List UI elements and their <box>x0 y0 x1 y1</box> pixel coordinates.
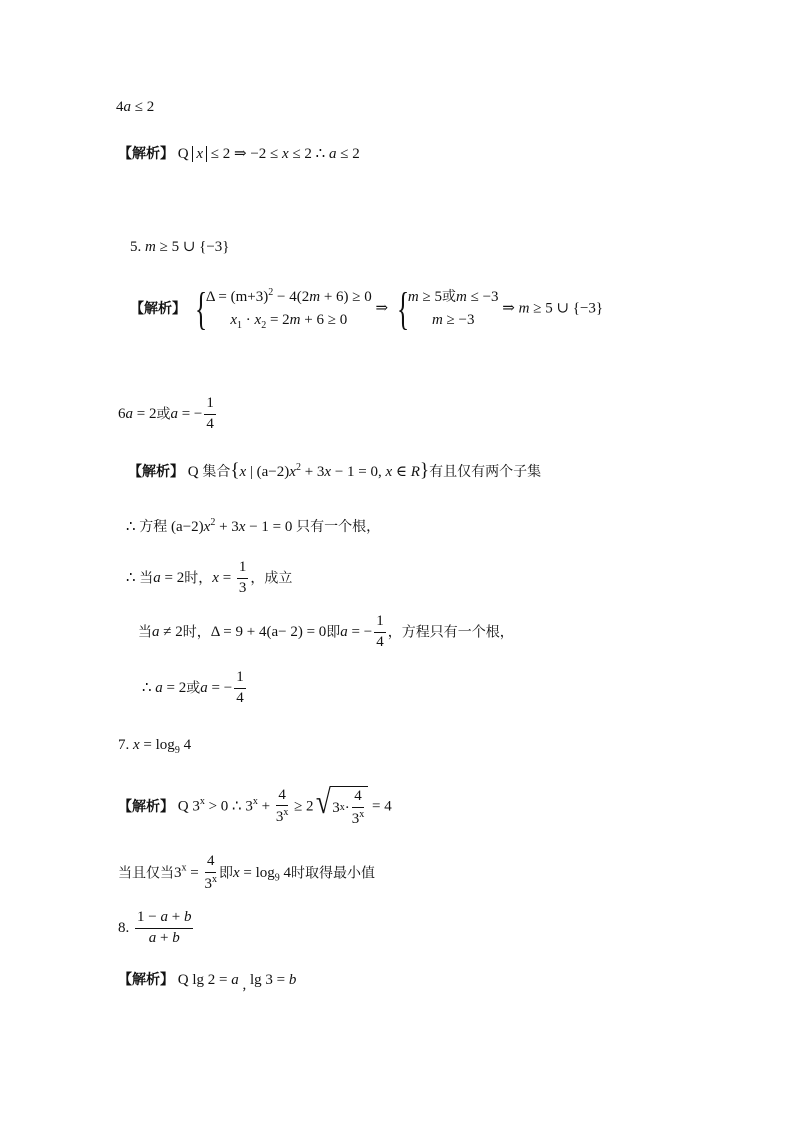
sup: 2 <box>268 286 274 298</box>
text: = 2 <box>162 679 187 696</box>
item5-answer-m: m <box>145 239 156 255</box>
item4-a: a <box>328 146 337 162</box>
var-x: x <box>212 569 219 586</box>
var-x: x <box>230 311 238 328</box>
radical-icon: √ <box>315 784 331 821</box>
var-a: a <box>231 972 239 988</box>
item4-q: Q <box>174 146 193 162</box>
brace-close: } <box>419 460 430 481</box>
item5-solution <box>130 283 604 334</box>
item5-sys1-row1 <box>206 288 372 305</box>
item4-x: x <box>282 146 289 162</box>
item8-solution <box>118 973 296 993</box>
text-note: 当且仅当 <box>118 865 174 882</box>
text: lg 3 = <box>246 972 289 988</box>
denominator <box>352 808 365 828</box>
sup: 2 <box>210 517 216 528</box>
item4-end: ≤ 2 ∴ <box>288 146 329 162</box>
var-a: a <box>152 623 160 640</box>
text: + 3 <box>215 519 239 535</box>
solution-tag: 【解析】 <box>118 798 174 815</box>
item8-answer <box>118 910 195 947</box>
item4-answer-rel: ≤ 2 <box>131 99 155 115</box>
denominator: 4 <box>376 633 384 650</box>
item4-abs <box>192 146 207 162</box>
text: = − <box>177 405 203 422</box>
var-b: b <box>172 929 180 946</box>
var-a: a <box>200 679 208 696</box>
item5-sys2-row2 <box>408 313 499 328</box>
item5-sys2-row1 <box>408 290 499 305</box>
text-tail: 有且仅有两个子集 <box>429 464 542 480</box>
implies-symbol: ⇒ <box>375 300 392 317</box>
text: Q <box>184 464 203 480</box>
item7-note <box>118 854 375 893</box>
text: + <box>257 798 274 815</box>
text-when: 当 <box>139 570 154 587</box>
item6-solution-1 <box>128 461 541 480</box>
var-x: x <box>203 519 211 535</box>
text: = − <box>347 623 373 640</box>
item5-sys1-row2 <box>206 313 372 331</box>
sub: 2 <box>261 319 267 331</box>
item4-answer <box>116 100 154 115</box>
text: + 6) ≥ 0 <box>320 288 372 305</box>
text-ji: 即 <box>218 865 233 882</box>
item5-final-m: m <box>518 300 530 317</box>
item5-system-1 <box>190 283 372 334</box>
therefore-symbol: ∴ <box>126 569 140 586</box>
item4-mid: ≤ 2 ⇒ −2 ≤ <box>207 146 283 162</box>
item8-answer-num: 8. <box>118 919 133 936</box>
item6-answer-num: 6 <box>118 405 126 422</box>
text-tail: 只有一个根， <box>296 519 381 535</box>
item6-solution-2 <box>126 518 380 535</box>
var-a: a <box>153 569 161 586</box>
sub: 9 <box>174 745 180 756</box>
base: 3 <box>174 864 182 881</box>
numerator: 1 <box>237 560 249 579</box>
fraction <box>204 396 216 433</box>
numerator: 1 <box>374 614 386 633</box>
var-a: a <box>160 909 168 925</box>
base: 3 <box>332 799 340 816</box>
var-a: a <box>148 929 157 946</box>
text: Q lg 2 = <box>174 972 232 988</box>
var-R: R <box>410 464 420 480</box>
sup: x <box>252 796 258 808</box>
text: ≥ 2 <box>290 798 314 815</box>
text: = log <box>139 737 175 753</box>
fraction <box>352 789 365 828</box>
item6-solution-4 <box>138 614 514 651</box>
item4-end2: ≤ 2 <box>336 146 360 162</box>
sup: x <box>211 873 217 885</box>
left-brace-icon: { <box>396 283 409 334</box>
numerator: 4 <box>276 788 288 807</box>
numerator: 1 <box>204 396 216 415</box>
text: = − <box>207 679 233 696</box>
text: + 6 ≥ 0 <box>300 311 348 328</box>
denominator <box>276 806 289 826</box>
item6-solution-5 <box>142 670 248 707</box>
item6-answer <box>118 396 218 433</box>
item5-system-2 <box>392 283 499 334</box>
var-x: x <box>324 464 332 480</box>
sub: 1 <box>237 319 243 331</box>
text-comma: , <box>238 977 247 993</box>
text-time: 时， <box>182 624 211 641</box>
text: > 0 ∴ 3 <box>204 798 253 815</box>
item7-solution <box>118 786 392 828</box>
solution-tag: 【解析】 <box>118 146 174 162</box>
sup: 2 <box>295 462 301 473</box>
var-m: m <box>289 311 301 328</box>
numerator: 4 <box>205 854 217 873</box>
text: (a−2) <box>167 519 204 535</box>
text: Q 3 <box>174 798 200 815</box>
text-tail: ，方程只有一个根， <box>387 624 514 641</box>
var-x: x <box>289 464 296 480</box>
solution-tag: 【解析】 <box>130 301 186 317</box>
text: = <box>186 864 203 881</box>
var-x: x <box>238 519 246 535</box>
text-ji: 即 <box>326 624 341 641</box>
var-a: a <box>340 623 348 640</box>
radicand <box>330 786 368 828</box>
base: 3 <box>204 875 212 892</box>
text-tail: ，成立 <box>250 570 293 587</box>
text: 4 <box>179 737 192 753</box>
text: ≥ −3 <box>442 312 475 328</box>
text: − 1 = 0 <box>245 519 297 535</box>
text-time: 时， <box>184 570 213 587</box>
sup: x <box>339 802 345 814</box>
fraction <box>374 614 386 651</box>
text: ≤ −3 <box>466 289 499 305</box>
item5-answer-rest: ≥ 5 ∪ {−3} <box>155 239 230 255</box>
var-x: x <box>385 464 393 480</box>
item5-answer <box>130 240 230 255</box>
text-or: 或 <box>442 289 456 305</box>
text: = 2 <box>160 569 185 586</box>
item4-abs-x: x <box>196 146 204 162</box>
therefore-symbol: ∴ <box>126 519 140 535</box>
text: · <box>344 799 350 816</box>
sup: x <box>181 862 187 874</box>
base: 3 <box>351 810 360 827</box>
item7-answer-num: 7. <box>118 737 133 753</box>
sup: x <box>199 796 205 808</box>
var-m: m <box>456 289 467 305</box>
text: ≠ 2 <box>159 623 183 640</box>
text-delta: Δ = 9 + 4(a− 2) = 0 <box>210 623 327 640</box>
text: − 1 = 0, <box>331 464 386 480</box>
text: · <box>242 311 255 328</box>
text: + <box>167 909 184 925</box>
text: 4 <box>279 864 292 881</box>
text-equation: 方程 <box>139 519 168 535</box>
text-set: 集合 <box>202 464 231 480</box>
text: = 4 <box>368 798 392 815</box>
fraction <box>204 854 217 893</box>
fraction <box>276 788 289 827</box>
item6-solution-3 <box>126 560 292 597</box>
numerator: 1 <box>234 670 246 689</box>
text: = 2 <box>266 311 290 328</box>
var-m: m <box>431 312 443 328</box>
var-a: a <box>125 405 133 422</box>
numerator <box>135 910 193 929</box>
var-m: m <box>309 288 321 305</box>
var-x: x <box>133 737 140 753</box>
item4-solution <box>118 147 360 162</box>
fraction <box>234 670 246 707</box>
text: = log <box>239 864 275 881</box>
item7-answer <box>118 738 191 756</box>
base: 3 <box>275 809 284 826</box>
item5-final-rest: ≥ 5 ∪ {−3} <box>529 300 604 317</box>
item4-answer-var: a <box>123 99 131 115</box>
text: = 2 <box>133 405 157 422</box>
item4-answer-num: 4 <box>116 99 124 115</box>
sup: x <box>359 808 365 820</box>
text-tail: 时取得最小值 <box>291 865 376 882</box>
var-x: x <box>239 464 247 480</box>
sup: x <box>283 807 289 819</box>
var-a: a <box>170 405 178 422</box>
var-m: m <box>407 289 419 305</box>
solution-tag: 【解析】 <box>118 972 174 988</box>
text: ≥ 5 <box>418 289 442 305</box>
fraction <box>237 560 249 597</box>
text-or: 或 <box>186 680 201 697</box>
sub: 9 <box>274 872 280 884</box>
var-x: x <box>232 864 240 881</box>
solution-tag: 【解析】 <box>128 464 184 480</box>
fraction <box>135 910 193 947</box>
denominator: 3 <box>238 579 247 596</box>
item5-answer-num: 5. <box>130 239 145 255</box>
denominator <box>204 873 217 893</box>
denominator: 4 <box>206 415 214 432</box>
implies-symbol: ⇒ <box>502 300 519 317</box>
text: − 4(2 <box>273 288 310 305</box>
text: 1 − <box>137 909 161 925</box>
brace-open: { <box>230 460 240 481</box>
left-brace-icon: { <box>194 283 207 334</box>
text: ∈ <box>392 464 411 480</box>
text: Δ = (m+3) <box>205 288 269 305</box>
text: = <box>218 569 235 586</box>
text: + <box>156 929 173 946</box>
text-or: 或 <box>156 406 171 423</box>
denominator <box>149 929 180 947</box>
var-b: b <box>183 909 192 925</box>
text: + 3 <box>300 464 325 480</box>
var-b: b <box>288 972 297 988</box>
sqrt <box>314 786 369 828</box>
text-when: 当 <box>138 624 152 641</box>
therefore-symbol: ∴ <box>142 679 156 696</box>
denominator: 4 <box>236 689 244 706</box>
var-a: a <box>155 679 163 696</box>
var-x: x <box>254 311 262 328</box>
text: | (a−2) <box>246 464 290 480</box>
numerator: 4 <box>352 789 364 808</box>
